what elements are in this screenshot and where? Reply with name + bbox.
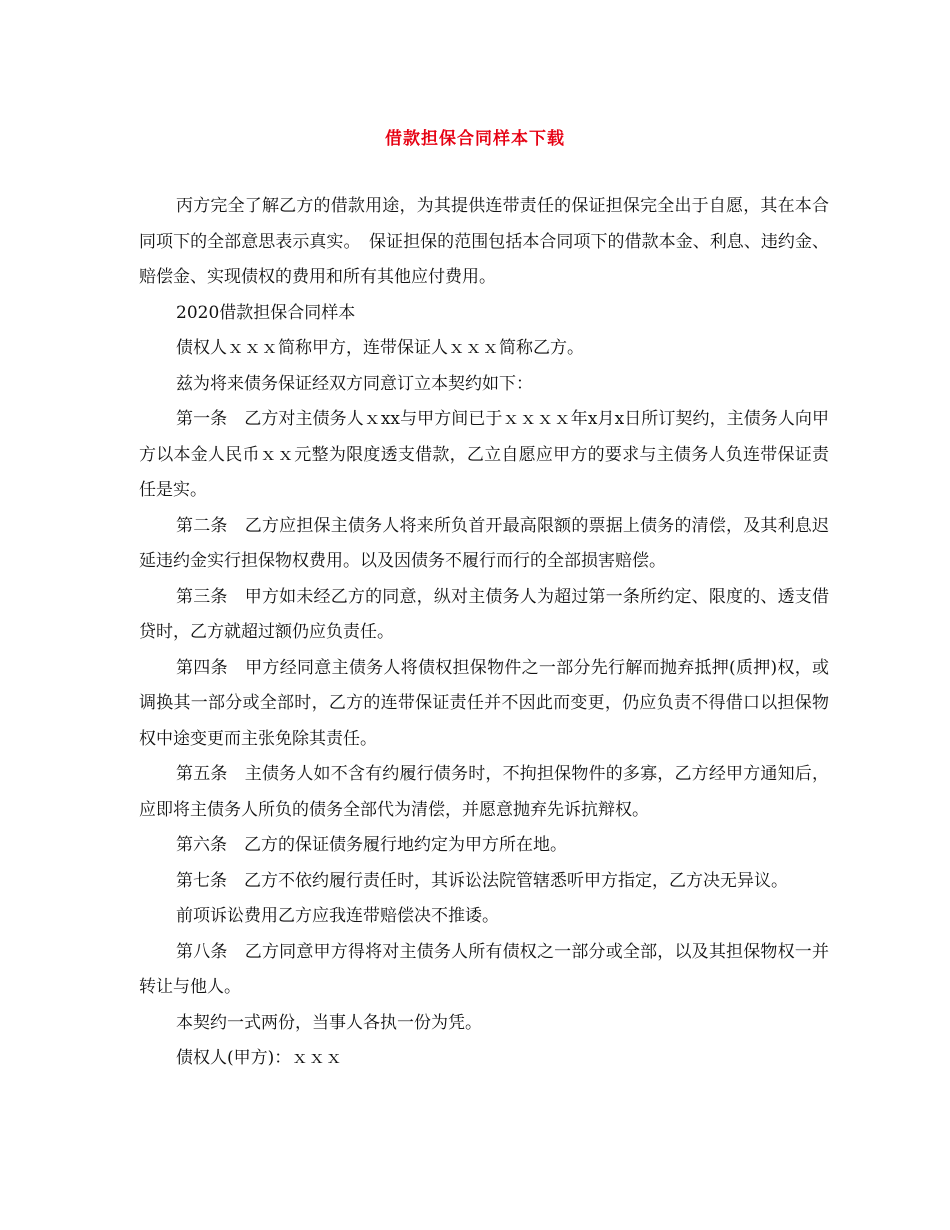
paragraph-guarantee-scope: 丙方完全了解乙方的借款用途，为其提供连带责任的保证担保完全出于自愿，其在本合同项下的全部意思表示真实。 保证担保的范围包括本合同项下的借款本金、利息、违约金、赔偿金、实现债权的费用和所有其他应付费用。: [139, 196, 829, 287]
paragraph-preamble: 兹为将来债务保证经双方同意订立本契约如下：: [176, 373, 533, 394]
paragraph-article-3: 第三条 甲方如未经乙方的同意，纵对主债务人为超过第一条所约定、限度的、透支借贷时，乙方就超过额仍应负责任。: [139, 586, 829, 642]
paragraph-copies: 本契约一式两份，当事人各执一份为凭。: [176, 1012, 482, 1033]
paragraph-parties: 债权人ｘｘｘ简称甲方，连带保证人ｘｘｘ简称乙方。: [176, 338, 584, 358]
paragraph-article-4: 第四条 甲方经同意主债务人将债权担保物件之一部分先行解而抛弃抵押(质押)权，或调换其一部分或全部时，乙方的连带保证责任并不因此而变更，仍应负责不得借口以担保物权中途变更而主张免除其责任。: [139, 657, 829, 749]
paragraph-litigation-costs: 前项诉讼费用乙方应我连带赔偿决不推诿。: [176, 906, 499, 926]
paragraph-contract-heading: 2020借款担保合同样本: [176, 302, 356, 323]
paragraph-creditor-signature: 债权人(甲方)：ｘｘｘ: [176, 1048, 343, 1068]
document-title: 借款担保合同样本下载: [385, 129, 565, 149]
paragraph-article-2: 第二条 乙方应担保主债务人将来所负首开最高限额的票据上债务的清偿，及其利息迟延违约金实行担保物权费用。以及因债务不履行而行的全部损害赔偿。: [139, 515, 829, 571]
paragraph-article-7: 第七条 乙方不依约履行责任时，其诉讼法院管辖悉听甲方指定，乙方决无异议。: [176, 870, 788, 891]
paragraph-article-8: 第八条 乙方同意甲方得将对主债务人所有债权之一部分或全部，以及其担保物权一并转让与他人。: [139, 941, 829, 997]
paragraph-article-6: 第六条 乙方的保证债务履行地约定为甲方所在地。: [176, 835, 567, 855]
paragraph-article-5: 第五条 主债务人如不含有约履行债务时，不拘担保物件的多寡，乙方经甲方通知后，应即将主债务人所负的债务全部代为清偿，并愿意抛弃先诉抗辩权。: [139, 764, 829, 820]
document-body: [139, 189, 829, 1077]
paragraph-article-1: 第一条 乙方对主债务人ｘxx与甲方间已于ｘｘｘｘ年x月x日所订契约，主债务人向甲方以本金人民币ｘｘ元整为限度透支借款，乙立自愿应甲方的要求与主债务人负连带保证责任是实。: [139, 409, 829, 500]
